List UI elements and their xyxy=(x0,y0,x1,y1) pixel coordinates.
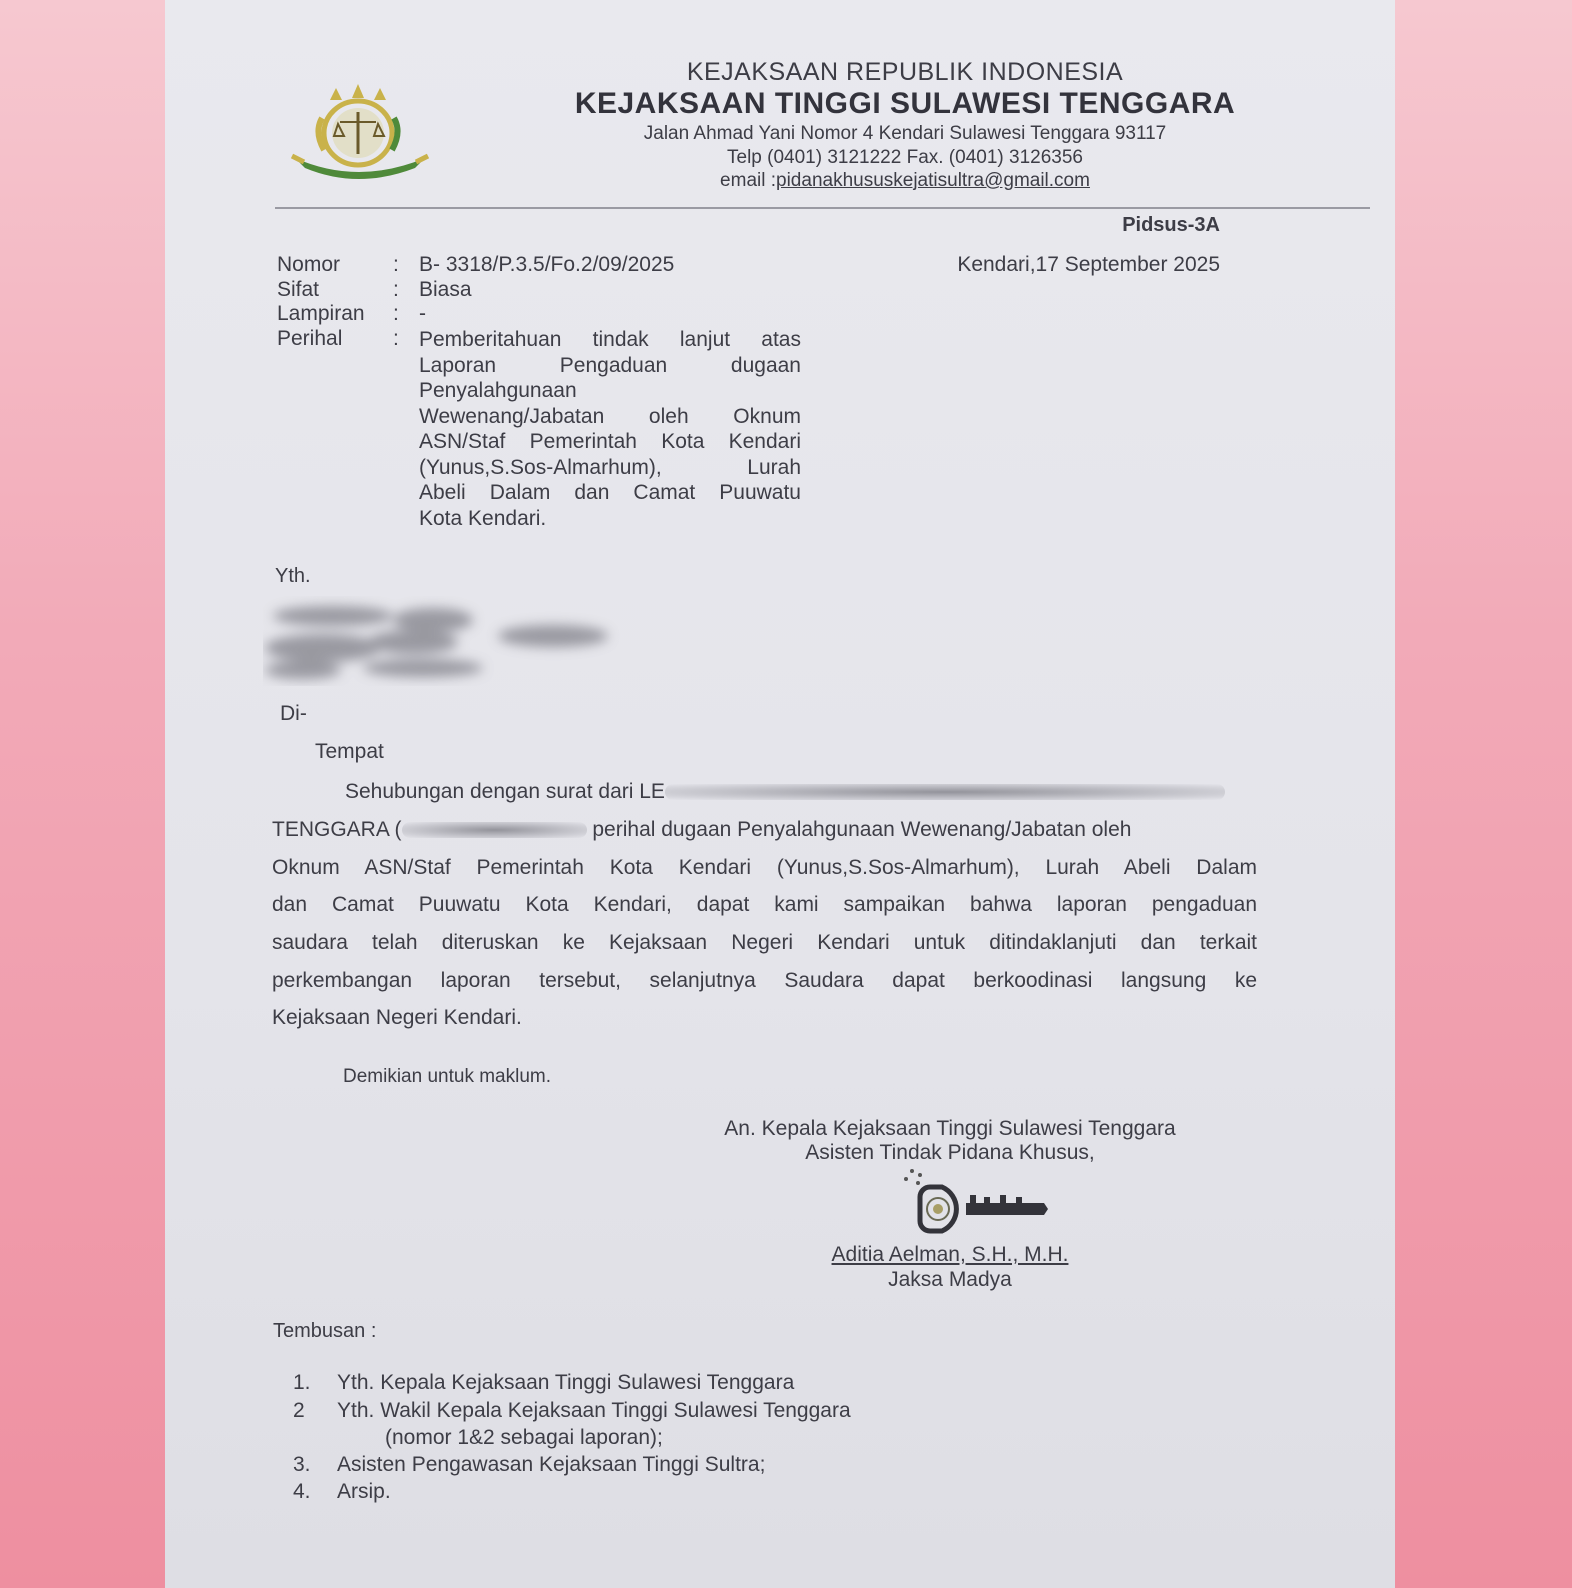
e-signature-stamp-icon xyxy=(900,1165,1050,1237)
letterhead-institution: KEJAKSAAN TINGGI SULAWESI TENGGARA xyxy=(574,87,1236,120)
letter-date: Kendari,17 September 2025 xyxy=(957,253,1220,276)
meta-value: - xyxy=(419,302,426,325)
tembusan-num: 3. xyxy=(293,1453,311,1476)
body-text: TENGGARA ( xyxy=(272,818,402,841)
meta-sep: : xyxy=(393,278,399,301)
perihal-line: Abeli Dalam dan Camat Puuwatu xyxy=(419,481,801,504)
meta-label: Nomor xyxy=(277,253,341,276)
tembusan-text: Arsip. xyxy=(337,1480,391,1503)
meta-value: Biasa xyxy=(419,278,472,301)
body-line-4: dan Camat Puuwatu Kota Kendari, dapat kami sampaikan bahwa laporan pengaduan xyxy=(272,893,1257,916)
body-line-6: perkembangan laporan tersebut, selanjutnya Saudara dapat berkoodinasi langsung ke xyxy=(272,969,1257,992)
redacted-recipient-icon xyxy=(263,596,623,686)
letterhead-address: Jalan Ahmad Yani Nomor 4 Kendari Sulawesi Tenggara 93117 xyxy=(643,123,1167,144)
body-text: perihal dugaan Penyalahgunaan Wewenang/Jabatan oleh xyxy=(592,818,1132,841)
kejaksaan-emblem-icon xyxy=(290,78,440,188)
letterhead-email-line xyxy=(505,170,1305,192)
form-code: Pidsus-3A xyxy=(1122,214,1220,236)
body-line-1 xyxy=(345,780,1257,804)
email-link[interactable]: pidanakhususkejatisultra@gmail.com xyxy=(776,170,1090,191)
tembusan-num: 2 xyxy=(293,1399,305,1422)
tembusan-num: 1. xyxy=(293,1371,311,1394)
letter-paper xyxy=(165,0,1395,1588)
meta-value: B- 3318/P.3.5/Fo.2/09/2025 xyxy=(419,253,675,276)
meta-sep: : xyxy=(393,253,399,276)
letterhead-line1: KEJAKSAAN REPUBLIK INDONESIA xyxy=(686,58,1124,86)
body-line-7: Kejaksaan Negeri Kendari. xyxy=(272,1006,522,1029)
perihal-line: Pemberitahuan tindak lanjut atas xyxy=(419,328,801,351)
meta-sep: : xyxy=(393,327,399,350)
perihal-text xyxy=(419,327,801,531)
recipient-tempat: Tempat xyxy=(315,740,384,763)
perihal-line: Kota Kendari. xyxy=(419,506,547,530)
perihal-line: Wewenang/Jabatan oleh Oknum xyxy=(419,404,801,428)
meta-label: Perihal xyxy=(277,327,343,350)
letterhead-divider xyxy=(275,207,1370,209)
meta-label: Lampiran xyxy=(277,302,365,325)
body-line-3: Oknum ASN/Staf Pemerintah Kota Kendari (Yunus,S.Sos-Almarhum), Lurah Abeli Dalam xyxy=(272,856,1257,879)
body-line-2 xyxy=(272,818,1257,842)
perihal-line: ASN/Staf Pemerintah Kota Kendari xyxy=(419,430,801,453)
signature-line2: Asisten Tindak Pidana Khusus, xyxy=(805,1141,1095,1164)
tembusan-text: Yth. Wakil Kepala Kejaksaan Tinggi Sulawesi Tenggara xyxy=(337,1399,851,1422)
tembusan-text: (nomor 1&2 sebagai laporan); xyxy=(385,1426,663,1449)
email-prefix: email : xyxy=(720,170,777,191)
signatory-rank: Jaksa Madya xyxy=(888,1268,1012,1291)
redacted-text-icon xyxy=(402,822,587,838)
tembusan-num: 4. xyxy=(293,1480,311,1503)
meta-label: Sifat xyxy=(277,278,320,301)
meta-sep: : xyxy=(393,302,399,325)
perihal-line: Penyalahgunaan xyxy=(419,379,577,402)
closing-text: Demikian untuk maklum. xyxy=(343,1066,552,1087)
tembusan-label: Tembusan : xyxy=(273,1320,377,1342)
recipient-di: Di- xyxy=(280,702,307,725)
letterhead-phone: Telp (0401) 3121222 Fax. (0401) 3126356 xyxy=(727,147,1083,168)
recipient-yth: Yth. xyxy=(275,565,311,587)
redacted-text-icon xyxy=(665,784,1225,800)
tembusan-text: Yth. Kepala Kejaksaan Tinggi Sulawesi Tenggara xyxy=(337,1371,795,1394)
signature-line1: An. Kepala Kejaksaan Tinggi Sulawesi Tenggara xyxy=(724,1117,1176,1140)
signatory-name: Aditia Aelman, S.H., M.H. xyxy=(831,1243,1069,1266)
body-text: Sehubungan dengan surat dari LE xyxy=(345,780,665,803)
tembusan-text: Asisten Pengawasan Kejaksaan Tinggi Sultra; xyxy=(337,1453,766,1476)
body-line-5: saudara telah diteruskan ke Kejaksaan Negeri Kendari untuk ditindaklanjuti dan terkait xyxy=(272,931,1257,954)
perihal-line: (Yunus,S.Sos-Almarhum), Lurah xyxy=(419,455,801,479)
perihal-line: Laporan Pengaduan dugaan xyxy=(419,353,801,377)
